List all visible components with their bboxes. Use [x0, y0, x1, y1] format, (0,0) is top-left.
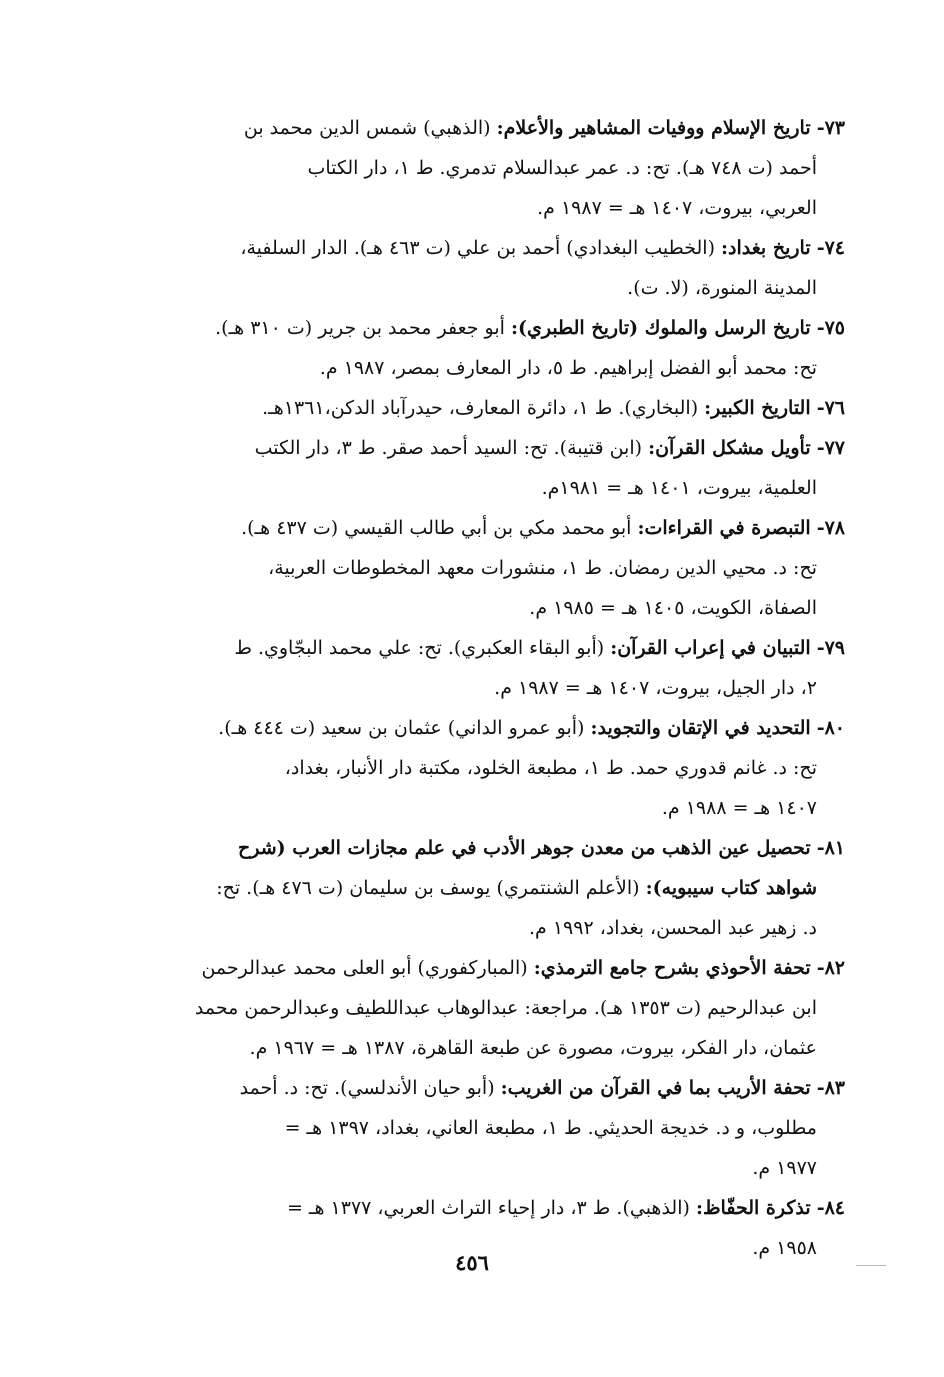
bibliography-entry — [100, 228, 845, 308]
entry-continuation-line: ١٩٧٧ م. — [752, 1157, 817, 1179]
page-number: ٤٥٦ — [455, 1250, 489, 1275]
bibliography-entry — [100, 108, 845, 228]
bibliography-entry — [100, 708, 845, 828]
entry-title: تأويل مشكل القرآن: — [648, 437, 811, 459]
entry-continuation-line: ٢، دار الجيل، بيروت، ١٤٠٧ هـ = ١٩٨٧ م. — [494, 677, 817, 699]
entry-continuation-line: تح: د. غانم قدوري حمد. ط ١، مطبعة الخلود، مكتبة دار الأنبار، بغداد، — [284, 757, 817, 779]
entry-title: تحفة الأريب بما في القرآن من الغريب: — [500, 1077, 811, 1099]
bibliography-entry — [100, 1068, 845, 1188]
entry-continuation-line: أحمد (ت ٧٤٨ هـ). تح: د. عمر عبدالسلام تدمري. ط ١، دار الكتاب — [307, 157, 817, 179]
scan-edge-mark — [856, 1265, 886, 1266]
entry-continuation-line: ابن عبدالرحيم (ت ١٣٥٣ هـ). مراجعة: عبدالوهاب عبداللطيف وعبدالرحمن محمد — [194, 997, 817, 1019]
entry-details: (ابن قتيبة). تح: السيد أحمد صقر. ط ٣، دار الكتب — [254, 437, 643, 459]
entry-continuation-line: د. زهير عبد المحسن، بغداد، ١٩٩٢ م. — [529, 917, 817, 939]
entry-title-continuation: شواهد كتاب سيبويه): — [645, 877, 817, 899]
entry-continuation-line: عثمان، دار الفكر، بيروت، مصورة عن طبعة القاهرة، ١٣٨٧ هـ = ١٩٦٧ م. — [249, 1037, 817, 1059]
entry-continuation-line: العلمية، بيروت، ١٤٠١ هـ = ١٩٨١م. — [541, 477, 817, 499]
entry-number: ٧٣- — [816, 117, 845, 139]
entry-first-line — [215, 317, 845, 339]
entry-number: ٧٥- — [816, 317, 845, 339]
entry-title: تذكرة الحفّاظ: — [695, 1197, 811, 1219]
entry-number: ٨٢- — [816, 957, 845, 979]
entry-details: (أبو عمرو الداني) عثمان بن سعيد (ت ٤٤٤ هـ). — [218, 717, 585, 739]
bibliography-entry — [100, 308, 845, 388]
entry-first-line — [238, 837, 845, 859]
entry-continuation-line: الصفاة، الكويت، ١٤٠٥ هـ = ١٩٨٥ م. — [529, 597, 817, 619]
entry-number: ٨٠- — [816, 717, 845, 739]
entry-first-line — [240, 237, 845, 259]
bibliography-entry — [100, 428, 845, 508]
entry-details: (البخاري). ط ١، دائرة المعارف، حيدرآباد الدكن،١٣٦١هـ. — [262, 397, 699, 419]
bibliography-entry — [100, 828, 845, 948]
entry-continuation-line: شواهد كتاب سيبويه): (الأعلم الشنتمري) يوسف بن سليمان (ت ٤٧٦ هـ). تح: — [216, 877, 817, 899]
entry-title: تاريخ بغداد: — [721, 237, 811, 259]
entry-number: ٧٩- — [816, 637, 845, 659]
entry-continuation-line: العربي، بيروت، ١٤٠٧ هـ = ١٩٨٧ م. — [537, 197, 817, 219]
bibliography-entry — [100, 388, 845, 428]
entry-number: ٧٦- — [816, 397, 845, 419]
entry-first-line — [201, 957, 845, 979]
entry-first-line — [241, 517, 845, 539]
entry-number: ٨٤- — [816, 1197, 845, 1219]
entry-details: (أبو البقاء العكبري). تح: علي محمد البجّاوي. ط — [234, 637, 605, 659]
bibliography-entry — [100, 628, 845, 708]
entry-first-line — [262, 397, 845, 419]
bibliography-entry — [100, 508, 845, 628]
entry-details: أبو جعفر محمد بن جرير (ت ٣١٠ هـ). — [215, 317, 505, 339]
entry-first-line — [244, 117, 845, 139]
entry-title: التبصرة في القراءات: — [637, 517, 811, 539]
entry-title: التحديد في الإتقان والتجويد: — [590, 717, 811, 739]
entry-list — [100, 108, 845, 1268]
entry-continuation-line: تح: محمد أبو الفضل إبراهيم. ط ٥، دار المعارف بمصر، ١٩٨٧ م. — [319, 357, 817, 379]
entry-title: تحصيل عين الذهب من معدن جوهر الأدب في علم مجازات العرب (شرح — [238, 837, 811, 859]
entry-details: (الخطيب البغدادي) أحمد بن علي (ت ٤٦٣ هـ). الدار السلفية، — [240, 237, 715, 259]
entry-first-line — [287, 1197, 845, 1219]
entry-details: (أبو حيان الأندلسي). تح: د. أحمد — [239, 1077, 495, 1099]
entry-title: التبيان في إعراب القرآن: — [610, 637, 811, 659]
entry-title: تاريخ الرسل والملوك (تاريخ الطبري): — [510, 317, 811, 339]
entry-continuation-line: المدينة المنورة، (لا. ت). — [627, 277, 817, 299]
entry-title: تحفة الأحوذي بشرح جامع الترمذي: — [533, 957, 811, 979]
entry-number: ٨١- — [816, 837, 845, 859]
entry-details: (الذهبي). ط ٣، دار إحياء التراث العربي، ١٣٧٧ هـ = — [286, 1197, 690, 1219]
entry-number: ٧٧- — [816, 437, 845, 459]
entry-title: تاريخ الإسلام ووفيات المشاهير والأعلام: — [496, 117, 811, 139]
entry-continuation-line: تح: د. محيي الدين رمضان. ط ١، منشورات معهد المخطوطات العربية، — [268, 557, 817, 579]
entry-details: (الذهبي) شمس الدين محمد بن — [243, 117, 491, 139]
entry-first-line — [234, 637, 845, 659]
entry-continuation-line: ١٩٥٨ م. — [752, 1237, 817, 1259]
bibliography-entry — [100, 948, 845, 1068]
entry-first-line — [255, 437, 845, 459]
bibliography-page — [100, 108, 845, 1268]
entry-first-line — [218, 717, 845, 739]
entry-details: أبو محمد مكي بن أبي طالب القيسي (ت ٤٣٧ هـ). — [241, 517, 632, 539]
entry-number: ٧٨- — [816, 517, 845, 539]
entry-number: ٧٤- — [816, 237, 845, 259]
entry-first-line — [240, 1077, 845, 1099]
entry-number: ٨٣- — [816, 1077, 845, 1099]
entry-title: التاريخ الكبير: — [704, 397, 811, 419]
entry-continuation-line: ١٤٠٧ هـ = ١٩٨٨ م. — [661, 797, 817, 819]
entry-details: (المباركفوري) أبو العلى محمد عبدالرحمن — [201, 957, 528, 979]
entry-continuation-line: مطلوب، و د. خديجة الحديثي. ط ١، مطبعة العاني، بغداد، ١٣٩٧ هـ = — [284, 1117, 817, 1139]
